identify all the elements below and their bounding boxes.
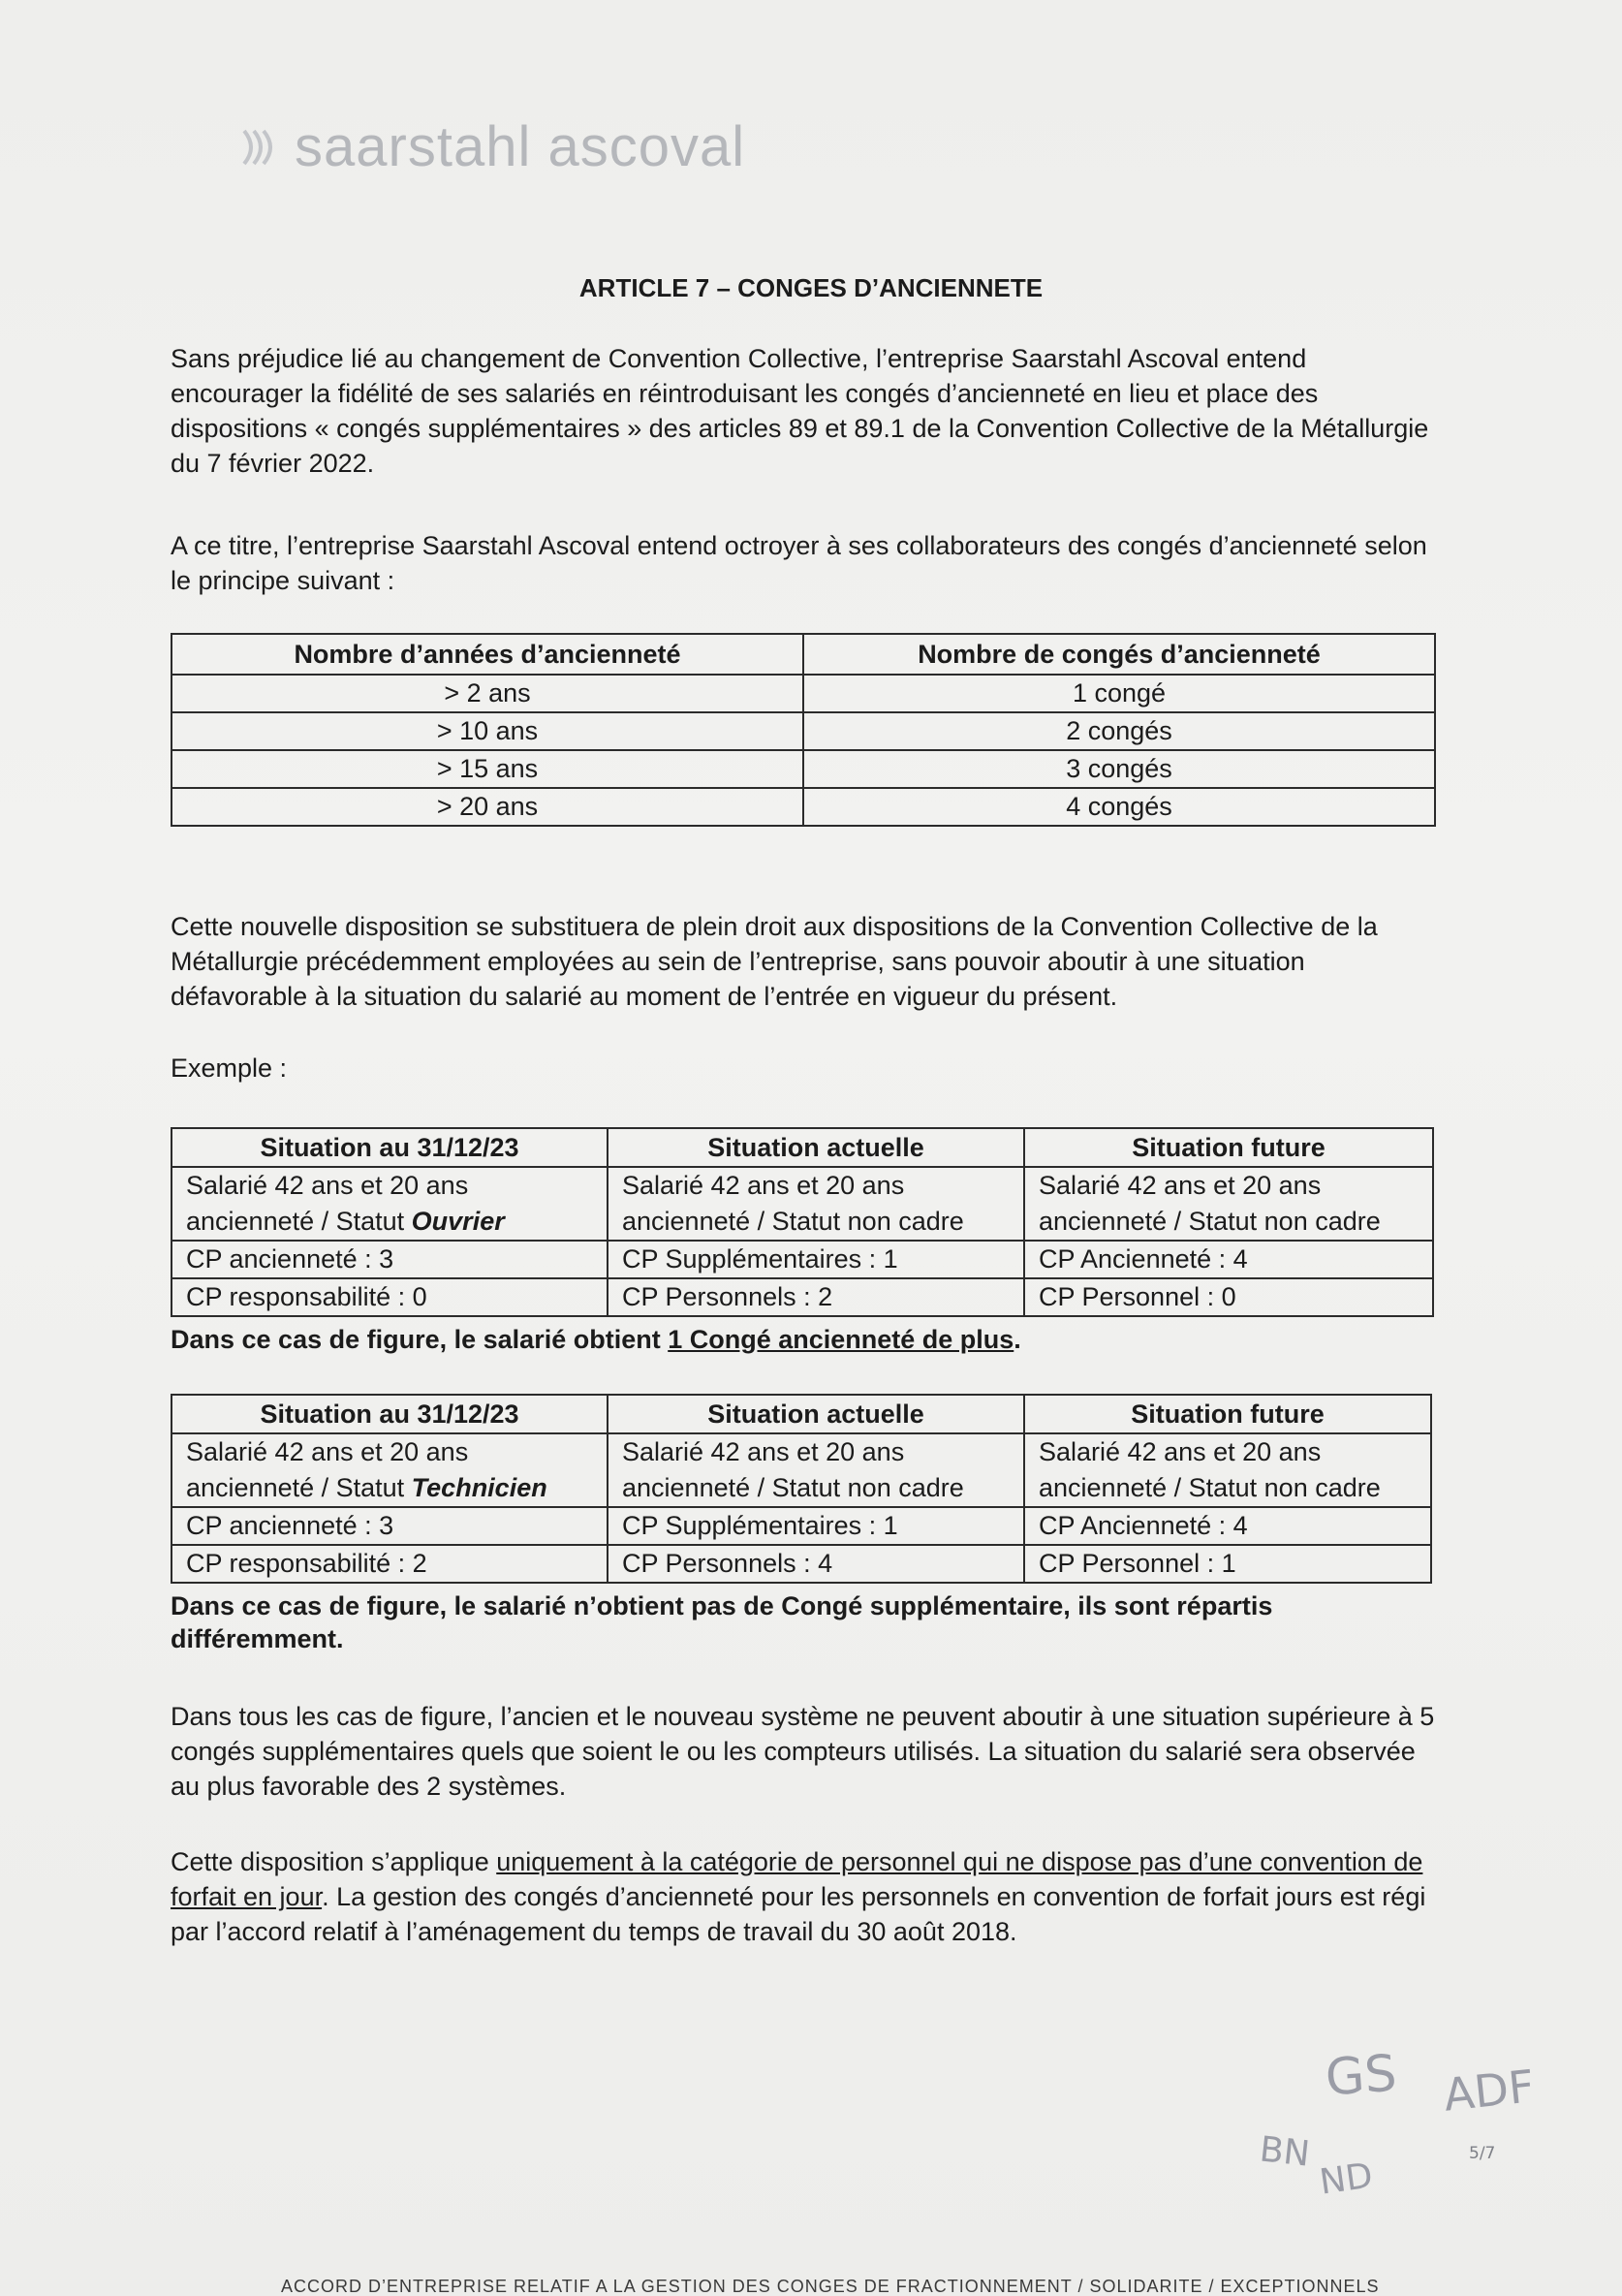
table-cell: 2 congés: [803, 712, 1435, 750]
table-cell: > 15 ans: [172, 750, 803, 788]
table-cell: > 2 ans: [172, 675, 803, 712]
substitution-paragraph: Cette nouvelle disposition se substituera de plein droit aux dispositions de la Convention Collective de la Métallurgie précédemment employées au sein de l’entreprise, sans pouvoir aboutir à une situation défavorable à la situation du salarié au moment de l’entrée en vigueur du présent.: [171, 912, 1378, 1011]
table-cell: [172, 1167, 608, 1241]
cell-line: Salarié 42 ans et 20 ans: [1039, 1437, 1322, 1466]
table-cell: CP Personnel : 0: [1024, 1278, 1433, 1316]
table-row: [172, 712, 1435, 750]
table-cell: [1024, 1433, 1431, 1507]
table-cell: [608, 1167, 1024, 1241]
table-cell: CP Personnel : 1: [1024, 1545, 1431, 1583]
initials-adf: ADF: [1441, 2060, 1537, 2122]
table-header-row: [172, 634, 1435, 675]
example-2-conclusion: Dans ce cas de figure, le salarié n’obtient pas de Congé supplémentaire, ils sont répartis différemment.: [171, 1591, 1273, 1653]
saarstahl-logo-icon: [240, 125, 285, 170]
table-row: [172, 1278, 1433, 1316]
table-row: [172, 675, 1435, 712]
table-cell: > 20 ans: [172, 788, 803, 826]
table-header: Situation au 31/12/23: [172, 1128, 608, 1167]
table-cell: CP ancienneté : 3: [172, 1507, 608, 1545]
example-table-2: [171, 1394, 1432, 1584]
intro-paragraph: Sans préjudice lié au changement de Convention Collective, l’entreprise Saarstahl Ascoval entend encourager la fidélité de ses salariés en réintroduisant les congés d’ancienneté en lieu et place des dispositions « congés supplémentaires » des articles 89 et 89.1 de la Convention Collective de la Métallurgie du 7 février 2022.: [171, 344, 1429, 478]
table-header: Nombre d’années d’ancienneté: [172, 634, 803, 675]
cell-line: Salarié 42 ans et 20 ans: [186, 1437, 469, 1466]
page-number: 5/7: [1469, 2144, 1496, 2163]
table-header: Situation au 31/12/23: [172, 1395, 608, 1433]
example-label: Exemple :: [171, 1054, 288, 1083]
table-cell: CP ancienneté : 3: [172, 1241, 608, 1278]
table-cell: [1024, 1167, 1433, 1241]
table-cell: CP Supplémentaires : 1: [608, 1241, 1024, 1278]
initials-nd: ND: [1317, 2155, 1376, 2203]
conclusion-emphasis: 1 Congé ancienneté de plus: [668, 1325, 1014, 1354]
table-header: Situation future: [1024, 1128, 1433, 1167]
scope-paragraph: [171, 1844, 1440, 1949]
initials-bn: BN: [1257, 2129, 1312, 2175]
article-title: ARTICLE 7 – CONGES D’ANCIENNETE: [578, 273, 1044, 302]
table-row: [172, 1167, 1433, 1241]
table-row: [172, 1545, 1431, 1583]
table-header: Situation actuelle: [608, 1128, 1024, 1167]
logo-text: saarstahl ascoval: [295, 115, 746, 178]
table-cell: CP Ancienneté : 4: [1024, 1241, 1433, 1278]
table-cell: CP Personnels : 4: [608, 1545, 1024, 1583]
table-header: Nombre de congés d’ancienneté: [803, 634, 1435, 675]
table-row: [172, 750, 1435, 788]
cell-line: Salarié 42 ans et 20 ans: [622, 1171, 905, 1200]
cell-line: Salarié 42 ans et 20 ans: [186, 1171, 469, 1200]
company-logo: [240, 114, 745, 179]
conclusion-text: Dans ce cas de figure, le salarié obtient: [171, 1325, 669, 1354]
limit-paragraph: Dans tous les cas de figure, l’ancien et le nouveau système ne peuvent aboutir à une situation supérieure à 5 congés supplémentaires quels que soient le ou les compteurs utilisés. La situation du salarié sera observée au plus favorable des 2 systèmes.: [171, 1702, 1435, 1801]
table-header: Situation actuelle: [608, 1395, 1024, 1433]
scope-emphasis: uniquement à la catégorie de personnel qui ne dispose pas d’une convention de forfait en jour: [171, 1847, 1423, 1911]
table-cell: [608, 1433, 1024, 1507]
example-table-1: [171, 1127, 1434, 1317]
table-row: [172, 788, 1435, 826]
conclusion-suffix: .: [1014, 1325, 1021, 1354]
table-cell: 4 congés: [803, 788, 1435, 826]
table-row: [172, 1241, 1433, 1278]
initials-gs: GS: [1323, 2044, 1399, 2108]
table-cell: [172, 1433, 608, 1507]
table-cell: CP Supplémentaires : 1: [608, 1507, 1024, 1545]
grant-paragraph: A ce titre, l’entreprise Saarstahl Ascoval entend octroyer à ses collaborateurs des congés d’ancienneté selon le principe suivant :: [171, 531, 1427, 595]
seniority-table: [171, 633, 1436, 827]
table-cell: 1 congé: [803, 675, 1435, 712]
table-cell: CP responsabilité : 2: [172, 1545, 608, 1583]
table-row: [172, 1433, 1431, 1507]
example-1-conclusion: [171, 1323, 1430, 1356]
cell-line: ancienneté / Statut non cadre: [622, 1473, 964, 1502]
status-emphasis: Ouvrier: [411, 1207, 505, 1236]
table-row: [172, 1507, 1431, 1545]
scope-suffix: . La gestion des congés d’ancienneté pour les personnels en convention de forfait jours est régi par l’accord relatif à l’aménagement du temps de travail du 30 août 2018.: [171, 1882, 1426, 1946]
cell-line: ancienneté / Statut non cadre: [622, 1207, 964, 1236]
table-header-row: [172, 1128, 1433, 1167]
cell-line: ancienneté / Statut non cadre: [1039, 1207, 1381, 1236]
table-cell: 3 congés: [803, 750, 1435, 788]
cell-line: ancienneté / Statut non cadre: [1039, 1473, 1381, 1502]
table-cell: CP Personnels : 2: [608, 1278, 1024, 1316]
page-footer: ACCORD D’ENTREPRISE RELATIF A LA GESTION DES CONGES DE FRACTIONNEMENT / SOLIDARITE / EXCEPTIONNELS: [281, 2277, 1380, 2296]
cell-line: ancienneté / Statut: [186, 1473, 412, 1502]
cell-line: Salarié 42 ans et 20 ans: [1039, 1171, 1322, 1200]
table-cell: > 10 ans: [172, 712, 803, 750]
table-header-row: [172, 1395, 1431, 1433]
cell-line: ancienneté / Statut: [186, 1207, 412, 1236]
cell-line: Salarié 42 ans et 20 ans: [622, 1437, 905, 1466]
status-emphasis: Technicien: [411, 1473, 547, 1502]
table-cell: CP responsabilité : 0: [172, 1278, 608, 1316]
scope-text: Cette disposition s’applique: [171, 1847, 497, 1876]
table-cell: CP Ancienneté : 4: [1024, 1507, 1431, 1545]
table-header: Situation future: [1024, 1395, 1431, 1433]
